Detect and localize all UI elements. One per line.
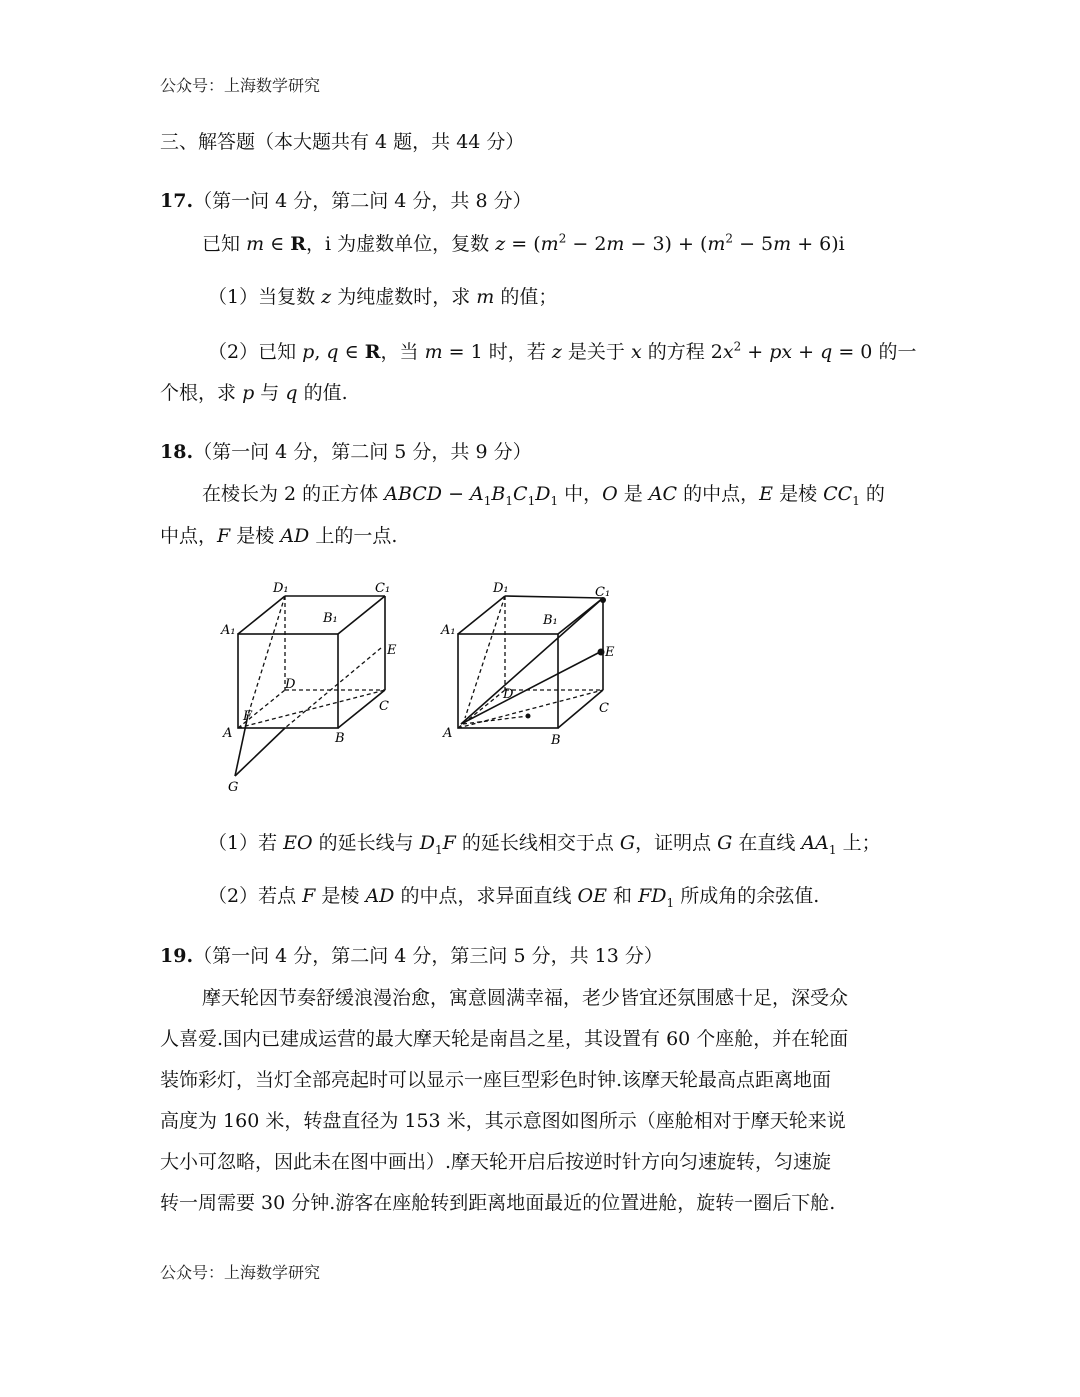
q19-line-6: 转一周需要 30 分钟.游客在座舱转到距离地面最近的位置进舱，旋转一圈后下舱. xyxy=(160,1192,836,1214)
q17-stem-text-2: ，i 为虚数单位，复数 xyxy=(306,233,490,255)
q17-heading xyxy=(160,192,532,211)
q19-heading xyxy=(160,947,663,966)
q17-part1-text-a: （1）当复数 xyxy=(208,286,316,308)
q17-part2: （2）已知 p, q ∈ R，当 m = 1 时，若 z 是关于 x 的方程 $2x^2$ + px + q = 0 的一 xyxy=(208,339,917,363)
q18-heading xyxy=(160,443,532,462)
fig1-label-G: G xyxy=(228,780,239,795)
q18-number: 18. xyxy=(160,441,194,463)
q18-part1-text-d: ，证明点 xyxy=(635,832,712,854)
q17-part2-text-e: 的方程 xyxy=(647,341,705,363)
fig2-label-C1: C₁ xyxy=(595,585,611,600)
fig1-label-B: B xyxy=(335,731,345,746)
fig1-label-E: E xyxy=(387,643,397,658)
q18-part1-text-b: 的延长线与 xyxy=(318,832,414,854)
q17-part1-text-c: 的值； xyxy=(500,286,558,308)
fig1-label-C1: C₁ xyxy=(375,581,391,596)
q18-part1-text-a: （1）若 xyxy=(208,832,278,854)
q18-stem-text-5: 是棱 xyxy=(779,483,818,505)
fig1-label-D1: D₁ xyxy=(273,581,289,596)
q17-part1: （1）当复数 z 为纯虚数时，求 m 的值； xyxy=(208,286,558,308)
q18-part1-text-e: 在直线 xyxy=(738,832,796,854)
cube-figure-1 xyxy=(215,578,415,798)
q17-part2-text-f: 的一 xyxy=(878,341,917,363)
q18-score: （第一问 4 分，第二问 5 分，共 9 分） xyxy=(193,441,532,463)
fig2-label-A1: A₁ xyxy=(441,623,456,638)
q18-stem-text-8: 是棱 xyxy=(236,525,275,547)
q17-number: 17. xyxy=(160,190,194,212)
fig2-label-D: D xyxy=(503,687,514,702)
q18-part2-text-a: （2）若点 xyxy=(208,885,297,907)
q18-part1: （1）若 EO 的延长线与 $D_1F$ 的延长线相交于点 G，证明点 G 在直线 $AA_1$ 上； xyxy=(208,832,881,857)
fig2-label-A: A xyxy=(443,726,453,741)
fig2-label-D1: D₁ xyxy=(493,581,509,596)
q17-part2-text-a: （2）已知 xyxy=(208,341,297,363)
q17-part1-text-b: 为纯虚数时，求 xyxy=(337,286,471,308)
q17-part2-text-h: 与 xyxy=(260,382,280,404)
q19-line-5: 大小可忽略，因此未在图中画出）.摩天轮开启后按逆时针方向匀速旋转，匀速旋 xyxy=(160,1151,832,1173)
q19-line-2: 人喜爱.国内已建成运营的最大摩天轮是南昌之星，其设置有 60 个座舱，并在轮面 xyxy=(160,1028,849,1050)
fig2-label-E: E xyxy=(605,645,615,660)
fig1-label-B1: B₁ xyxy=(323,611,338,626)
q18-part2-text-b: 是棱 xyxy=(321,885,360,907)
fig2-label-B1: B₁ xyxy=(543,613,558,628)
fig1-label-A: A xyxy=(223,726,233,741)
q18-stem-text-9: 上的一点. xyxy=(315,525,398,547)
q17-part2-text-d: 是关于 xyxy=(567,341,625,363)
page-footer: 公众号：上海数学研究 xyxy=(160,1263,321,1282)
q18-part2-text-c: 的中点，求异面直线 xyxy=(400,885,572,907)
fig2-label-B: B xyxy=(551,733,561,748)
q18-stem-text-6: 的 xyxy=(865,483,885,505)
q18-stem-text-2: 中， xyxy=(564,483,603,505)
q18-stem-1: 在棱长为 2 的正方体 ABCD − $A_1B_1C_1D_1$ 中，O 是 AC 的中点，E 是棱 $CC_1$ 的 xyxy=(202,483,885,508)
q19-number: 19. xyxy=(160,945,194,967)
q18-part1-text-f: 上； xyxy=(842,832,881,854)
q17-part2-text-b: ，当 xyxy=(380,341,419,363)
q18-part2: （2）若点 F 是棱 AD 的中点，求异面直线 OE 和 $FD_1$ 所成角的余弦值. xyxy=(208,885,820,910)
q19-line-4: 高度为 160 米，转盘直径为 153 米，其示意图如图所示（座舱相对于摩天轮来说 xyxy=(160,1110,846,1132)
q18-stem-text-4: 的中点， xyxy=(683,483,760,505)
q17-part2-text-g: 个根，求 xyxy=(160,382,237,404)
q17-part2-text-i: 的值. xyxy=(303,382,348,404)
fig1-label-F: F xyxy=(243,709,253,724)
q19-line-1: 摩天轮因节奏舒缓浪漫治愈，寓意圆满幸福，老少皆宜还氛围感十足，深受众 xyxy=(202,987,849,1009)
q18-stem-2: 中点，F 是棱 AD 上的一点. xyxy=(160,525,398,547)
section-title: 三、解答题（本大题共有 4 题，共 44 分） xyxy=(160,131,525,153)
fig1-label-D: D xyxy=(285,677,296,692)
q18-part1-text-c: 的延长线相交于点 xyxy=(461,832,614,854)
q17-part2-cont: 个根，求 p 与 q 的值. xyxy=(160,382,348,404)
q19-line-3: 装饰彩灯，当灯全部亮起时可以显示一座巨型彩色时钟.该摩天轮最高点距离地面 xyxy=(160,1069,832,1091)
fig2-label-C: C xyxy=(599,701,609,716)
fig1-label-C: C xyxy=(379,699,389,714)
q19-score: （第一问 4 分，第二问 4 分，第三问 5 分，共 13 分） xyxy=(193,945,663,967)
q18-stem-text-1: 在棱长为 2 的正方体 xyxy=(202,483,379,505)
q18-part2-text-d: 和 xyxy=(613,885,633,907)
q17-score: （第一问 4 分，第二问 4 分，共 8 分） xyxy=(193,190,532,212)
fig1-label-A1: A₁ xyxy=(221,623,236,638)
q18-stem-text-7: 中点， xyxy=(160,525,218,547)
page-header: 公众号：上海数学研究 xyxy=(160,76,321,95)
q17-stem-text-1: 已知 xyxy=(202,233,241,255)
q17-stem: 已知 m ∈ R，i 为虚数单位，复数 $z = (m^2 - 2m - 3) + (m^2 - 5m + 6)i$ xyxy=(202,231,845,255)
q18-part2-text-e: 所成角的余弦值. xyxy=(680,885,820,907)
q17-part2-text-c: 时，若 xyxy=(488,341,546,363)
cube-figure-2 xyxy=(435,578,635,758)
q18-stem-text-3: 是 xyxy=(623,483,643,505)
